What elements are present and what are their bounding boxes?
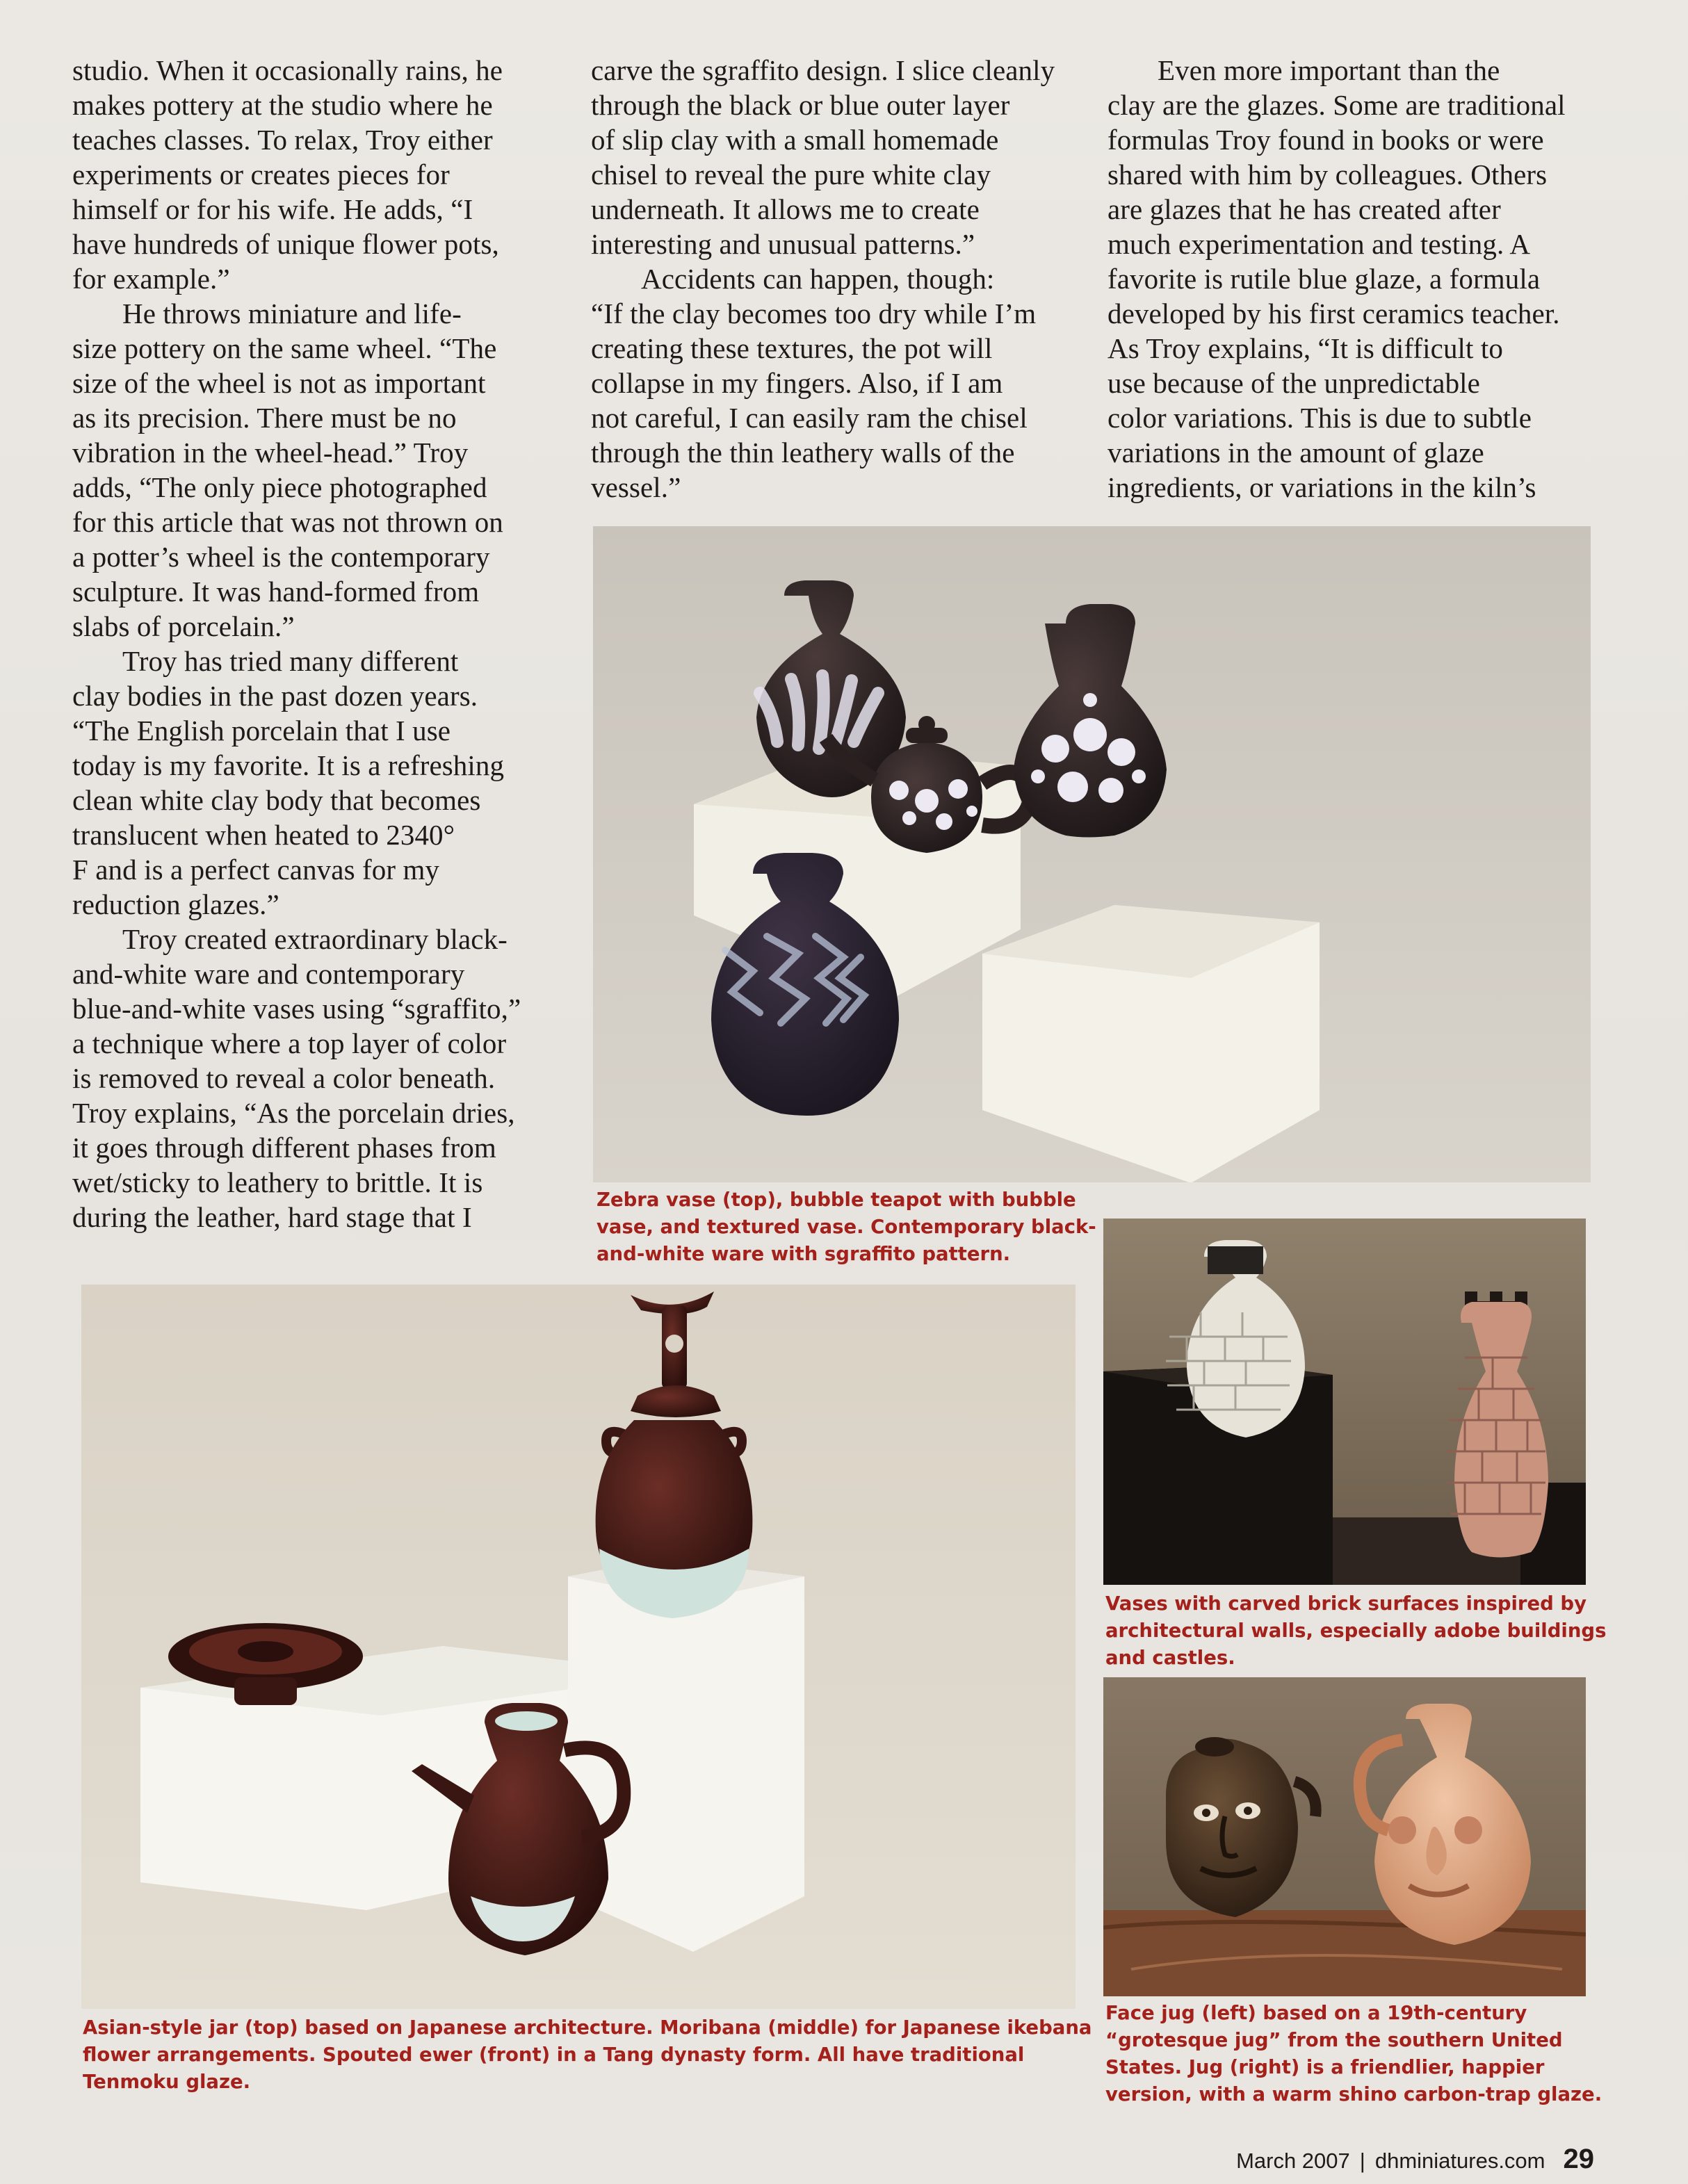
text-line: for example.”: [72, 263, 230, 295]
text-line: teaches classes. To relax, Troy either: [72, 124, 493, 156]
photo-brick-vases: [1103, 1219, 1586, 1585]
text-line: a potter’s wheel is the contemporary: [72, 541, 490, 573]
text-line: makes pottery at the studio where he: [72, 89, 493, 121]
text-line: Accidents can happen, though:: [641, 263, 995, 295]
text-line: and-white ware and contemporary: [72, 958, 465, 990]
text-line: slabs of porcelain.”: [72, 610, 295, 642]
text-line: clay are the glazes. Some are traditional: [1107, 89, 1566, 121]
photo-sgraffito-vases: [593, 526, 1591, 1182]
text-line: himself or for his wife. He adds, “I: [72, 193, 473, 225]
text-line: interesting and unusual patterns.”: [591, 228, 975, 260]
text-line: shared with him by colleagues. Others: [1107, 158, 1548, 190]
text-line: studio. When it occasionally rains, he: [72, 54, 503, 86]
text-line: as its precision. There must be no: [72, 402, 457, 434]
issue-date: March 2007: [1236, 2149, 1350, 2173]
text-line: wet/sticky to leathery to brittle. It is: [72, 1166, 483, 1198]
caption-line: Asian-style jar (top) based on Japanese architecture. Moribana (middle) for Japanese ikebana: [83, 2016, 1092, 2039]
text-line: creating these textures, the pot will: [591, 332, 993, 364]
text-line: experiments or creates pieces for: [72, 158, 450, 190]
text-line: much experimentation and testing. A: [1107, 228, 1531, 260]
text-line: He throws miniature and life-: [122, 298, 462, 329]
caption-line: Vases with carved brick surfaces inspired by: [1105, 1592, 1587, 1615]
text-line: Troy has tried many different: [122, 645, 459, 677]
text-line: clean white clay body that becomes: [72, 784, 481, 816]
text-line: is removed to reveal a color beneath.: [72, 1062, 496, 1094]
text-line: underneath. It allows me to create: [591, 193, 980, 225]
text-line: favorite is rutile blue glaze, a formula: [1107, 263, 1541, 295]
caption-line: flower arrangements. Spouted ewer (front) in a Tang dynasty form. All have traditional: [83, 2044, 1025, 2066]
body-column-2: [591, 53, 1091, 505]
text-line: adds, “The only piece photographed: [72, 471, 487, 503]
caption-sgraffito-vases: [597, 1187, 1125, 1268]
text-line: collapse in my fingers. Also, if I am: [591, 367, 1003, 399]
text-line: developed by his first ceramics teacher.: [1107, 298, 1560, 329]
text-line: size of the wheel is not as important: [72, 367, 486, 399]
text-line: clay bodies in the past dozen years.: [72, 680, 478, 712]
caption-line: Face jug (left) based on a 19th-century: [1105, 2002, 1527, 2024]
body-column-3: [1107, 53, 1608, 505]
caption-line: version, with a warm shino carbon-trap glaze.: [1105, 2083, 1602, 2105]
text-line: use because of the unpredictable: [1107, 367, 1480, 399]
page-footer: [1236, 2144, 1594, 2175]
text-line: chisel to reveal the pure white clay: [591, 158, 991, 190]
text-line: through the black or blue outer layer: [591, 89, 1010, 121]
text-line: “The English porcelain that I use: [72, 715, 451, 747]
text-line: a technique where a top layer of color: [72, 1027, 507, 1059]
text-line: it goes through different phases from: [72, 1132, 496, 1164]
text-line: blue-and-white vases using “sgraffito,”: [72, 993, 521, 1025]
text-line: F and is a perfect canvas for my: [72, 854, 440, 886]
text-line: As Troy explains, “It is difficult to: [1107, 332, 1503, 364]
text-line: Even more important than the: [1158, 54, 1500, 86]
caption-line: Tenmoku glaze.: [83, 2071, 251, 2093]
text-line: vessel.”: [591, 471, 681, 503]
photo-face-jugs: [1103, 1677, 1586, 1996]
caption-face-jugs: [1105, 2000, 1606, 2108]
text-line: reduction glazes.”: [72, 888, 279, 920]
text-line: ingredients, or variations in the kiln’s: [1107, 471, 1536, 503]
text-line: Troy created extraordinary black-: [122, 923, 508, 955]
caption-line: architectural walls, especially adobe buildings: [1105, 1620, 1607, 1642]
caption-line: “grotesque jug” from the southern United: [1105, 2029, 1563, 2051]
text-line: vibration in the wheel-head.” Troy: [72, 437, 469, 468]
caption-line: vase, and textured vase. Contemporary black-: [597, 1216, 1096, 1238]
body-column-1: [72, 53, 559, 1234]
photo-asian-style-pottery: [81, 1285, 1076, 2009]
text-line: during the leather, hard stage that I: [72, 1201, 472, 1233]
website-url: dhminiatures.com: [1374, 2149, 1545, 2173]
page-number: 29: [1563, 2144, 1594, 2174]
text-line: are glazes that he has created after: [1107, 193, 1501, 225]
caption-brick-vases: [1105, 1590, 1606, 1672]
caption-line: States. Jug (right) is a friendlier, happier: [1105, 2056, 1545, 2078]
text-line: have hundreds of unique flower pots,: [72, 228, 499, 260]
text-line: Troy explains, “As the porcelain dries,: [72, 1097, 515, 1129]
text-line: color variations. This is due to subtle: [1107, 402, 1532, 434]
text-line: translucent when heated to 2340°: [72, 819, 455, 851]
footer-separator: |: [1359, 2149, 1365, 2173]
text-line: variations in the amount of glaze: [1107, 437, 1484, 468]
caption-asian-style-pottery: [83, 2014, 1092, 2096]
text-line: not careful, I can easily ram the chisel: [591, 402, 1028, 434]
text-line: carve the sgraffito design. I slice cleanly: [591, 54, 1055, 86]
text-line: of slip clay with a small homemade: [591, 124, 999, 156]
text-line: today is my favorite. It is a refreshing: [72, 749, 505, 781]
text-line: “If the clay becomes too dry while I’m: [591, 298, 1037, 329]
text-line: size pottery on the same wheel. “The: [72, 332, 497, 364]
caption-line: and-white ware with sgraffito pattern.: [597, 1243, 1011, 1265]
caption-line: Zebra vase (top), bubble teapot with bubble: [597, 1189, 1076, 1211]
text-line: through the thin leathery walls of the: [591, 437, 1015, 468]
text-line: formulas Troy found in books or were: [1107, 124, 1544, 156]
caption-line: and castles.: [1105, 1647, 1235, 1669]
text-line: for this article that was not thrown on: [72, 506, 503, 538]
text-line: sculpture. It was hand-formed from: [72, 576, 480, 608]
